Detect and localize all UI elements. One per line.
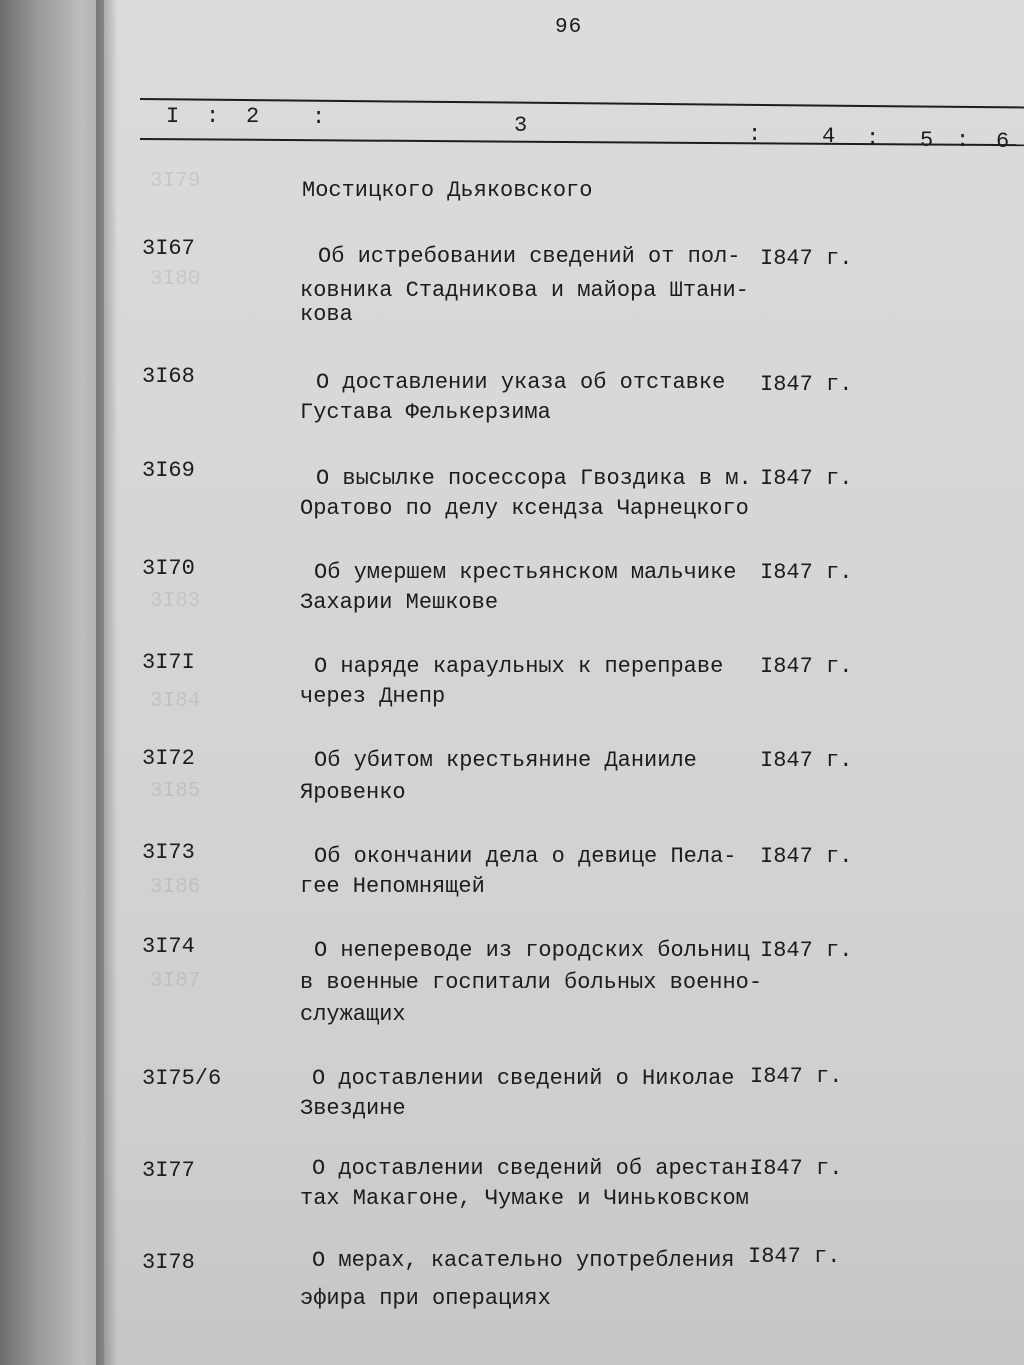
- entry-title-line: через Днепр: [300, 684, 446, 709]
- entry-number: 3I75/6: [142, 1066, 222, 1091]
- bleed-through: 3I87: [150, 970, 201, 993]
- entry-year: I847 г.: [760, 246, 853, 271]
- entry-year: I847 г.: [760, 372, 853, 397]
- bleed-through: 3I86: [150, 876, 201, 899]
- entry-title-line: Об истребовании сведений от пол-: [318, 244, 741, 269]
- entry-year: I847 г.: [760, 748, 853, 773]
- entry-title-line: О высылке посессора Гвоздика в м.: [316, 466, 752, 491]
- column-heading-2: 2: [246, 104, 260, 129]
- entry-number: 3I70: [142, 556, 195, 581]
- column-separator: :: [748, 122, 762, 147]
- column-separator: :: [866, 126, 880, 151]
- entry-title-line: О непереводе из городских больниц: [314, 938, 750, 963]
- entry-number: 3I69: [142, 458, 195, 483]
- entry-title-line: тах Макагоне, Чумаке и Чиньковском: [300, 1186, 749, 1211]
- column-separator: :: [956, 128, 970, 153]
- entry-title-line: в военные госпитали больных военно-: [300, 970, 763, 995]
- entry-title-line: гее Непомнящей: [300, 874, 485, 899]
- entry-title-line: Об убитом крестьянине Данииле: [314, 748, 697, 773]
- entry-year: I847 г.: [760, 560, 853, 585]
- bleed-through: 3I84: [150, 690, 201, 713]
- entry-number: 3I77: [142, 1158, 195, 1183]
- column-separator: :: [312, 105, 326, 130]
- entry-year: I847 г.: [760, 466, 853, 491]
- entry-year: I847 г.: [760, 844, 853, 869]
- bleed-through: 3I83: [150, 590, 201, 613]
- column-heading-1: I: [166, 104, 180, 129]
- entry-title-line: ковника Стадникова и майора Штани-: [300, 278, 749, 303]
- entry-title-line: Густава Фелькерзима: [300, 400, 551, 425]
- bleed-through: 3I85: [150, 780, 201, 803]
- entry-title-line: Звездине: [300, 1096, 406, 1121]
- column-heading-5: 5: [920, 128, 934, 153]
- entry-title-line: О доставлении сведений о Николае: [312, 1066, 735, 1091]
- entry-title-line: Об окончании дела о девице Пела-: [314, 844, 737, 869]
- entry-title-line: эфира при операциях: [300, 1286, 551, 1311]
- entry-title-line: О доставлении указа об отставке: [316, 370, 726, 395]
- entry-title-line: Захарии Мешкове: [300, 590, 499, 615]
- binding-shadow: [96, 0, 118, 1365]
- bleed-through: 3I80: [150, 268, 201, 291]
- entry-year: I847 г.: [750, 1156, 843, 1181]
- entry-number: 3I7I: [142, 650, 195, 675]
- column-separator: :: [206, 104, 220, 129]
- bleed-through: 3I79: [150, 170, 201, 193]
- entry-number: 3I67: [142, 236, 195, 261]
- entry-year: I847 г.: [748, 1244, 841, 1269]
- book-binding: [0, 0, 110, 1365]
- entry-year: I847 г.: [750, 1064, 843, 1089]
- entry-title-line: О мерах, касательно употребления: [312, 1248, 735, 1273]
- entry-title-line: Об умершем крестьянском мальчике: [314, 560, 737, 585]
- entry-number: 3I68: [142, 364, 195, 389]
- entry-number: 3I74: [142, 934, 195, 959]
- entry-title-line: Яровенко: [300, 780, 406, 805]
- entry-title-line: служащих: [300, 1002, 406, 1027]
- entry-number: 3I72: [142, 746, 195, 771]
- entry-number: 3I73: [142, 840, 195, 865]
- entry-title-line: О наряде караульных к переправе: [314, 654, 724, 679]
- entry-title-line: Оратово по делу ксендза Чарнецкого: [300, 496, 749, 521]
- column-heading-6: 6: [996, 129, 1010, 154]
- entry-number: 3I78: [142, 1250, 195, 1275]
- column-heading-3: 3: [514, 113, 528, 138]
- entry-year: I847 г.: [760, 654, 853, 679]
- entry-year: I847 г.: [760, 938, 853, 963]
- column-heading-4: 4: [822, 124, 836, 149]
- entry-title-line: кова: [300, 302, 353, 327]
- entry-title-line: О доставлении сведений об арестан-: [312, 1156, 761, 1181]
- continuation-text: Мостицкого Дьяковского: [302, 178, 593, 203]
- page-number: 96: [555, 16, 583, 39]
